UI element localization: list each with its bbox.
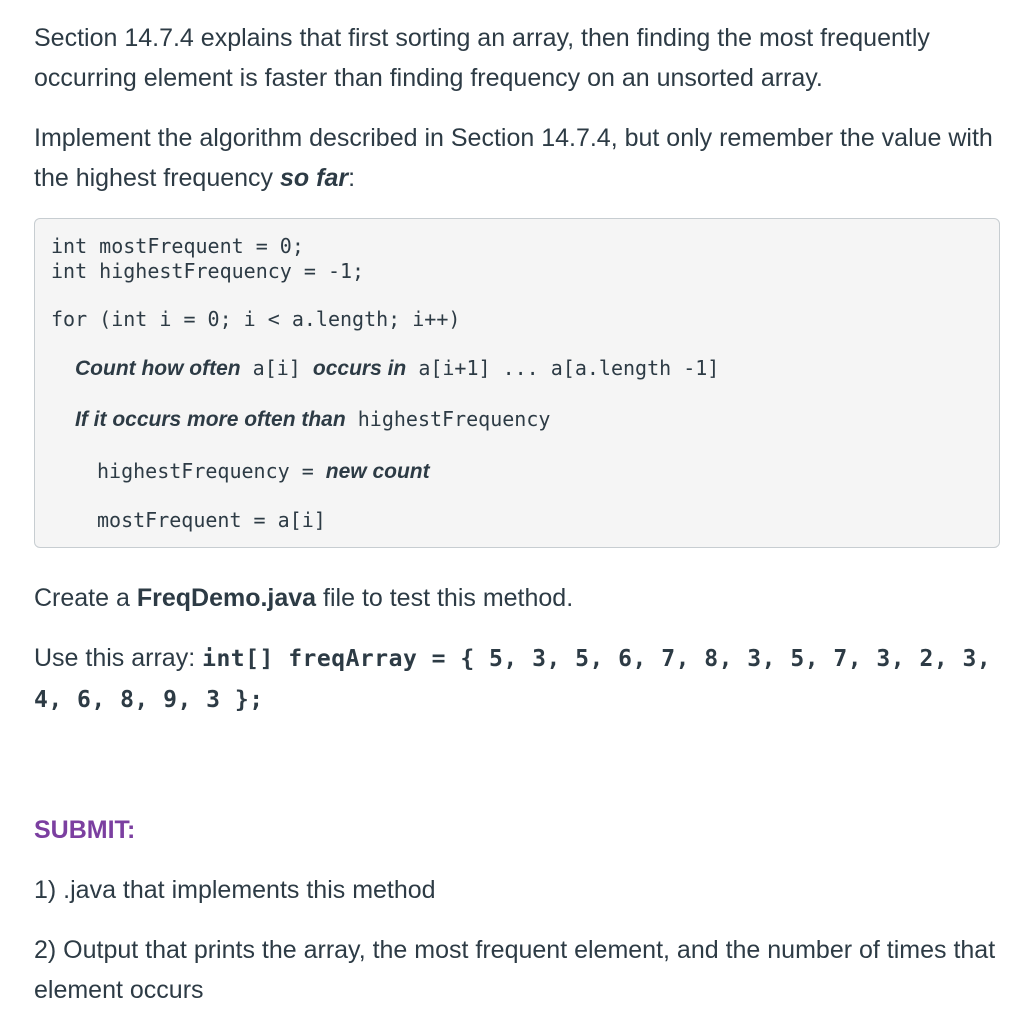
- code-line-assign-most-frequent: mostFrequent = a[i]: [97, 508, 326, 532]
- create-paragraph: [34, 578, 1002, 618]
- count-mid: occurs in: [312, 357, 407, 380]
- code-line-if: [75, 407, 550, 432]
- if-variable: highestFrequency: [357, 407, 551, 431]
- implement-text: Implement the algorithm described in Section 14.7.4, but only remember the value with the highest frequency: [34, 124, 993, 192]
- if-label: If it occurs more often than: [75, 408, 346, 431]
- assignment-content: [34, 18, 1002, 1010]
- assign-value: new count: [325, 460, 430, 483]
- assign-variable: highestFrequency =: [97, 459, 314, 483]
- code-line-highest-frequency: int highestFrequency = -1;: [51, 259, 365, 283]
- intro-paragraph: Section 14.7.4 explains that first sorting an array, then finding the most frequently occurring element is faster than finding frequency on an unsorted array.: [34, 24, 930, 92]
- pseudocode-block: [34, 218, 1000, 548]
- code-line-assign-frequency: [97, 459, 430, 484]
- count-label: Count how often: [75, 357, 241, 380]
- submit-item-2: 2) Output that prints the array, the most frequent element, and the number of times that element occurs: [34, 936, 996, 1004]
- implement-suffix: :: [348, 164, 356, 192]
- submit-item-1: 1) .java that implements this method: [34, 876, 436, 904]
- count-element: a[i]: [252, 356, 301, 380]
- create-suffix: file to test this method.: [316, 584, 574, 612]
- create-filename: FreqDemo.java: [136, 584, 317, 612]
- code-line-most-frequent: int mostFrequent = 0;: [51, 234, 304, 258]
- count-range: a[i+1] ... a[a.length -1]: [418, 356, 720, 380]
- use-array-paragraph: [34, 638, 1002, 720]
- code-line-count: [75, 356, 719, 381]
- use-array-prefix: Use this array:: [34, 644, 203, 672]
- implement-paragraph: [34, 118, 1002, 198]
- array-code: int[] freqArray = { 5, 3, 5, 6, 7, 8, 3, 5, 7, 3, 2, 3, 4, 6, 8, 9, 3 };: [34, 646, 992, 713]
- create-prefix: Create a: [34, 584, 137, 612]
- implement-emphasis: so far: [280, 164, 349, 192]
- submit-heading: SUBMIT:: [34, 816, 136, 844]
- code-line-for-loop: for (int i = 0; i < a.length; i++): [51, 307, 461, 331]
